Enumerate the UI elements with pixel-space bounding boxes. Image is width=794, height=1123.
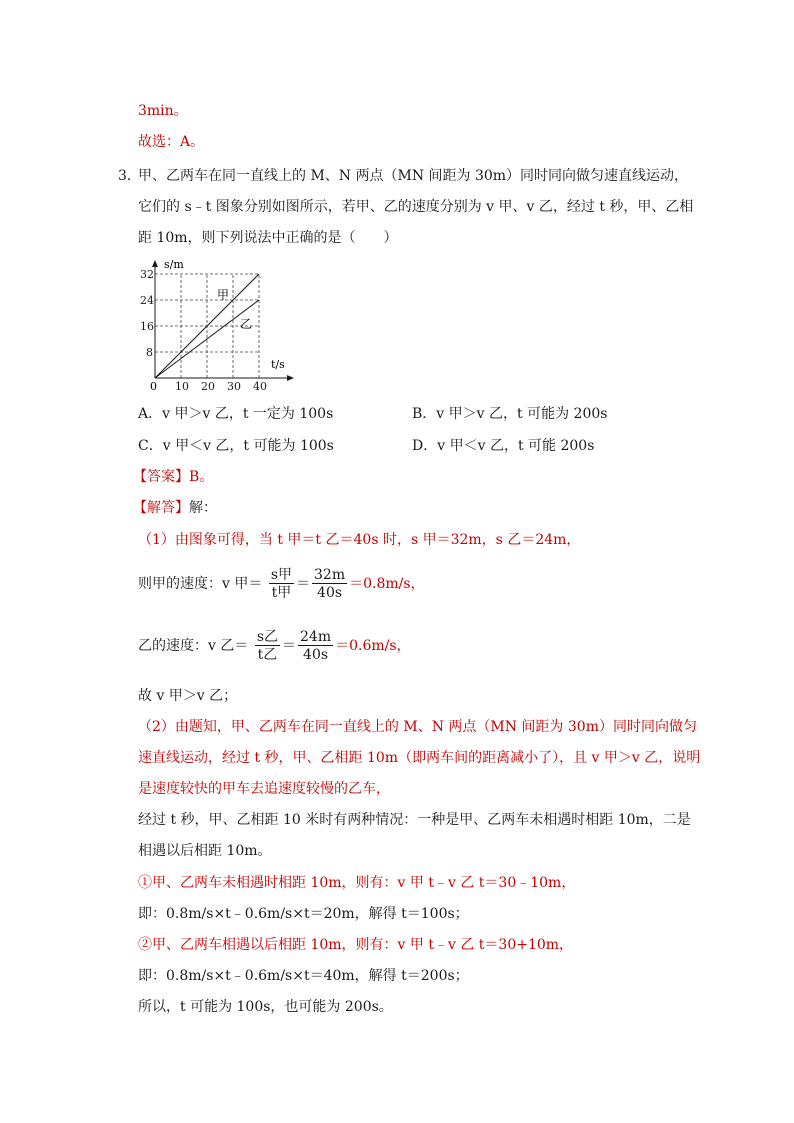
solution-step-2-line-3: 是速度较快的甲车去追速度较慢的乙车， <box>138 781 390 797</box>
case-2-equation: 即：0.8m/s×t﹣0.6m/s×t＝40m，解得 t＝200s； <box>138 968 469 984</box>
final-conclusion: 所以，t 可能为 100s，也可能为 200s。 <box>138 999 393 1015</box>
yi-speed-result: ＝0.6m/s， <box>335 638 411 654</box>
jia-symbol-numerator: s甲 <box>270 566 292 583</box>
prev-answer-choice: 故选：A。 <box>138 134 205 150</box>
y-tick-label: 24 <box>140 294 154 307</box>
yi-value-fraction <box>298 629 333 664</box>
x-axis-arrow-icon <box>287 375 294 381</box>
question-text-line-3: 距 10m，则下列说法中正确的是（ ） <box>138 230 398 246</box>
jia-symbol-fraction <box>269 567 294 602</box>
answer-line <box>133 467 213 487</box>
solution-label: 【解答】 <box>133 500 189 516</box>
option-c[interactable]: C．v 甲＜v 乙，t 可能为 100s <box>138 438 334 454</box>
y-tick-label: 8 <box>146 346 153 359</box>
origin-label: 0 <box>150 380 157 393</box>
st-graph <box>135 256 305 396</box>
speed-comparison: 故 v 甲＞v 乙； <box>138 688 238 704</box>
jia-speed-equation: 则甲的速度：v 甲＝ $\frac{\text{s甲}}{\text{t甲}}$ ＝ $\frac{32m}{40s}$ ＝0.8m/s， <box>138 566 425 601</box>
x-tick-label: 20 <box>201 380 215 393</box>
case-2-statement: ②甲、乙两车相遇以后相距 10m，则有：v 甲 t﹣v 乙 t＝30+10m， <box>138 937 574 953</box>
jia-speed-prefix: 则甲的速度：v 甲＝ <box>138 576 263 592</box>
x-axis-label: t/s <box>271 358 285 371</box>
case-1-equation: 即：0.8m/s×t﹣0.6m/s×t＝20m，解得 t＝100s； <box>138 906 469 922</box>
solution-cases-line-2: 相遇以后相距 10m。 <box>138 843 272 859</box>
solution-intro: 解： <box>189 500 217 516</box>
solution-cases-line-1: 经过 t 秒，甲、乙相距 10 米时有两种情况：一种是甲、乙两车未相遇时相距 10m，二是 <box>138 812 691 828</box>
option-a[interactable]: A．v 甲＞v 乙，t 一定为 100s <box>138 406 334 422</box>
option-d[interactable]: D．v 甲＜v 乙，t 可能 200s <box>412 438 595 454</box>
yi-value-denominator: 40s <box>303 646 329 663</box>
series-label-jia: 甲 <box>217 288 230 302</box>
yi-symbol-numerator: s乙 <box>256 628 278 645</box>
y-tick-label: 32 <box>140 268 154 281</box>
question-text-line-2: 它们的 s﹣t 图象分别如图所示，若甲、乙的速度分别为 v 甲、v 乙，经过 t 秒，甲、乙相 <box>138 199 694 215</box>
case-1-statement: ①甲、乙两车未相遇时相距 10m，则有：v 甲 t﹣v 乙 t＝30﹣10m， <box>138 875 576 891</box>
series-label-yi: 乙 <box>240 317 253 331</box>
jia-value-numerator: 32m <box>314 566 346 583</box>
y-tick-label: 16 <box>140 320 154 333</box>
x-tick-label: 30 <box>227 380 241 393</box>
x-tick-label: 40 <box>253 380 267 393</box>
solution-heading <box>133 498 217 518</box>
yi-speed-prefix: 乙的速度：v 乙＝ <box>138 638 249 654</box>
prev-answer-unit: 3min。 <box>138 103 188 119</box>
jia-speed-result: ＝0.8m/s， <box>349 576 425 592</box>
solution-step-2-line-2: 速直线运动，经过 t 秒，甲、乙相距 10m（即两车间的距离减小了），且 v 甲＞v 乙，说明 <box>138 750 701 766</box>
answer-label: 【答案】 <box>133 469 189 485</box>
solution-step-2-line-1: （2）由题知，甲、乙两车在同一直线上的 M、N 两点（MN 间距为 30m）同时同向做匀 <box>138 719 697 735</box>
solution-step-1: （1）由图象可得，当 t 甲＝t 乙＝40s 时，s 甲＝32m，s 乙＝24m， <box>138 532 581 548</box>
jia-symbol-denominator: t甲 <box>271 584 292 601</box>
jia-value-denominator: 40s <box>317 584 343 601</box>
jia-value-fraction <box>312 567 347 602</box>
answer-value: B。 <box>189 469 214 485</box>
x-tick-label: 10 <box>175 380 189 393</box>
yi-speed-equation: 乙的速度：v 乙＝ $\frac{\text{s乙}}{\text{t乙}}$ ＝ $\frac{24m}{40s}$ ＝0.6m/s， <box>138 628 411 663</box>
question-text-line-1: 甲、乙两车在同一直线上的 M、N 两点（MN 间距为 30m）同时同向做匀速直线运动， <box>138 168 689 184</box>
yi-symbol-denominator: t乙 <box>257 646 278 663</box>
y-axis-label: s/m <box>164 258 184 271</box>
option-b[interactable]: B．v 甲＞v 乙，t 可能为 200s <box>412 406 608 422</box>
y-axis-arrow-icon <box>152 260 158 267</box>
yi-value-numerator: 24m <box>300 628 332 645</box>
yi-symbol-fraction <box>255 629 280 664</box>
question-number: 3． <box>118 168 141 184</box>
